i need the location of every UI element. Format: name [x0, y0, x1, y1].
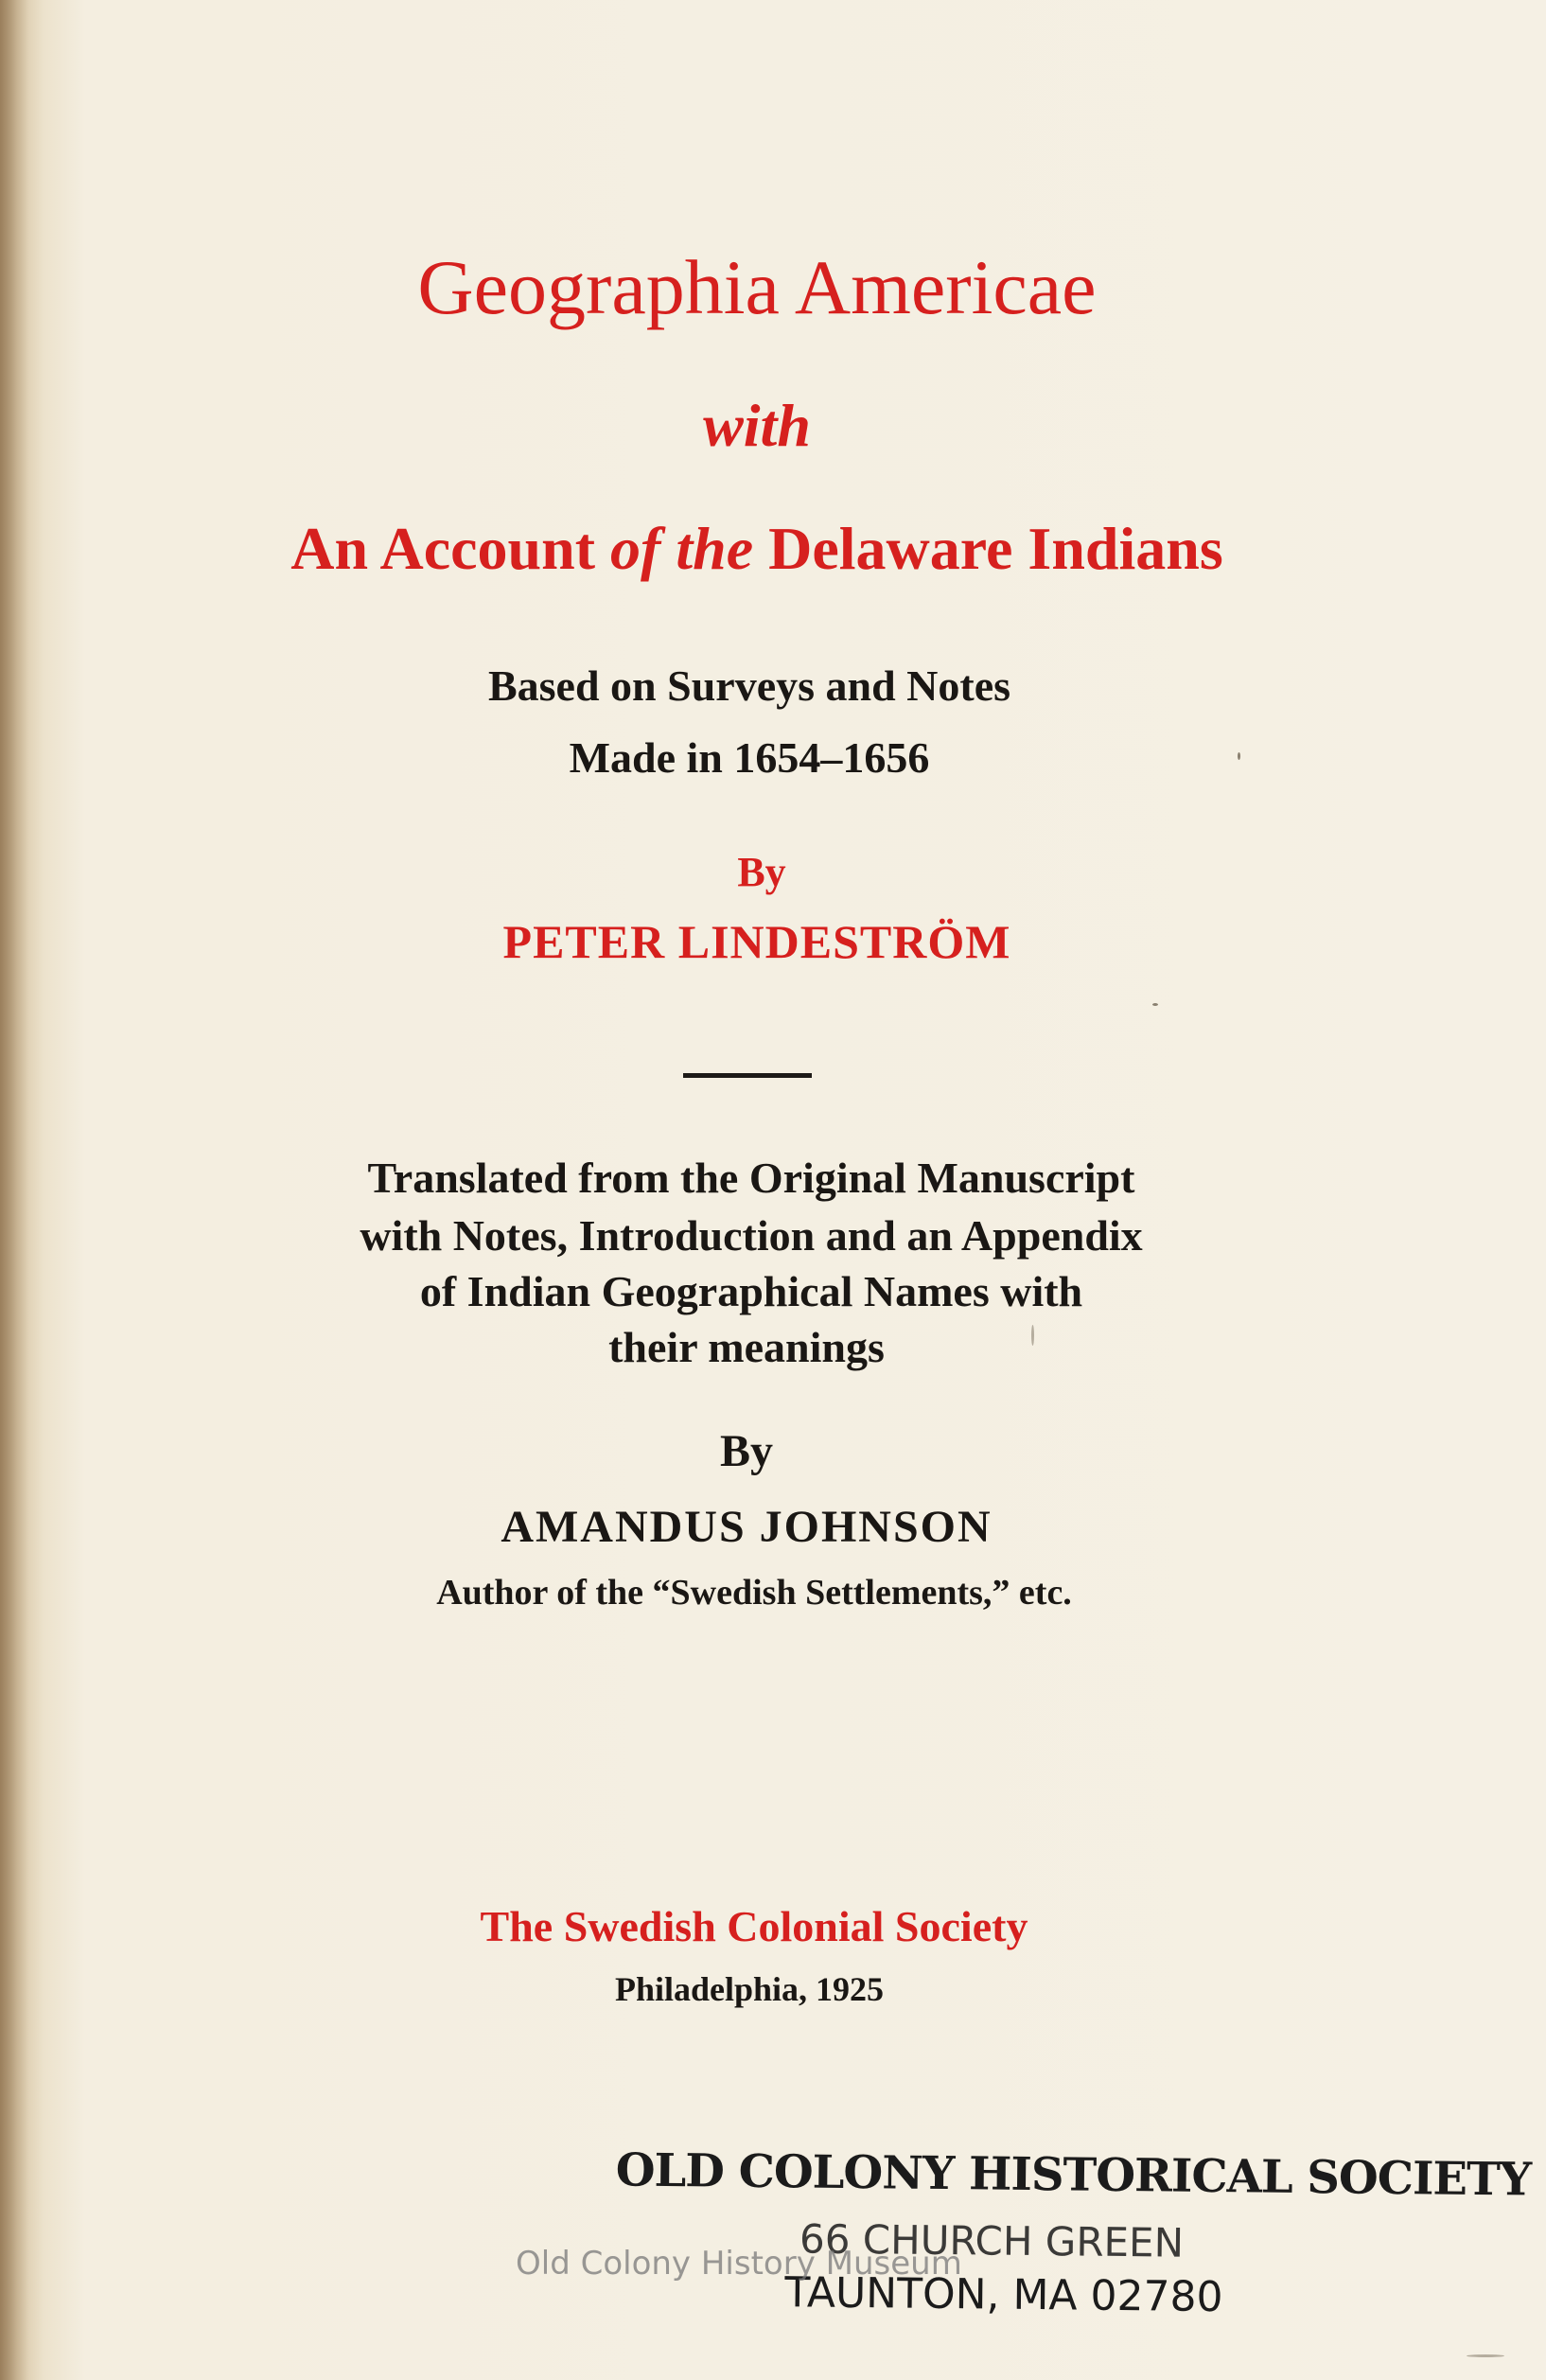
- paper-speck: [1152, 1003, 1158, 1006]
- translation-line-4: their meanings: [608, 1323, 885, 1371]
- divider-rule: [683, 1073, 812, 1078]
- author-name: PETER LINDESTRÖM: [502, 915, 1011, 968]
- watermark-text: Old Colony History Museum: [516, 2245, 962, 2283]
- subtitle-part-3: Delaware Indians: [753, 515, 1223, 582]
- paper-speck: [1031, 1325, 1034, 1346]
- publication-place-year: Philadelphia, 1925: [614, 1970, 885, 2008]
- stamp-line-2: 66 CHURCH GREEN: [799, 2215, 1185, 2266]
- book-subtitle: [0, 515, 1514, 582]
- translation-line-2: with Notes, Introduction and an Appendix: [360, 1211, 1143, 1260]
- by-label-author: By: [737, 849, 786, 895]
- translation-line-3: of Indian Geographical Names with: [419, 1267, 1083, 1315]
- book-title: Geographia Americae: [417, 244, 1097, 330]
- paper-speck: [1467, 2354, 1504, 2357]
- based-on-line-2: Made in 1654–1656: [569, 733, 930, 782]
- by-label-translator: By: [719, 1426, 773, 1476]
- translator-credit: Author of the “Swedish Settlements,” etc.: [436, 1573, 1072, 1613]
- subtitle-part-1: An Account: [290, 515, 611, 582]
- title-connector: with: [703, 392, 811, 459]
- stamp-line-1: OLD COLONY HISTORICAL SOCIETY: [615, 2143, 1532, 2207]
- translation-line-1: Translated from the Original Manuscript: [367, 1154, 1135, 1202]
- subtitle-part-2: of the: [610, 515, 754, 582]
- translator-name: AMANDUS JOHNSON: [501, 1502, 993, 1552]
- publisher-name: The Swedish Colonial Society: [480, 1902, 1028, 1950]
- paper-speck: [1238, 752, 1240, 760]
- library-stamp: [605, 2143, 1532, 2341]
- stamp-line-3: TAUNTON, MA 02780: [784, 2268, 1223, 2322]
- based-on-line-1: Based on Surveys and Notes: [487, 661, 1011, 710]
